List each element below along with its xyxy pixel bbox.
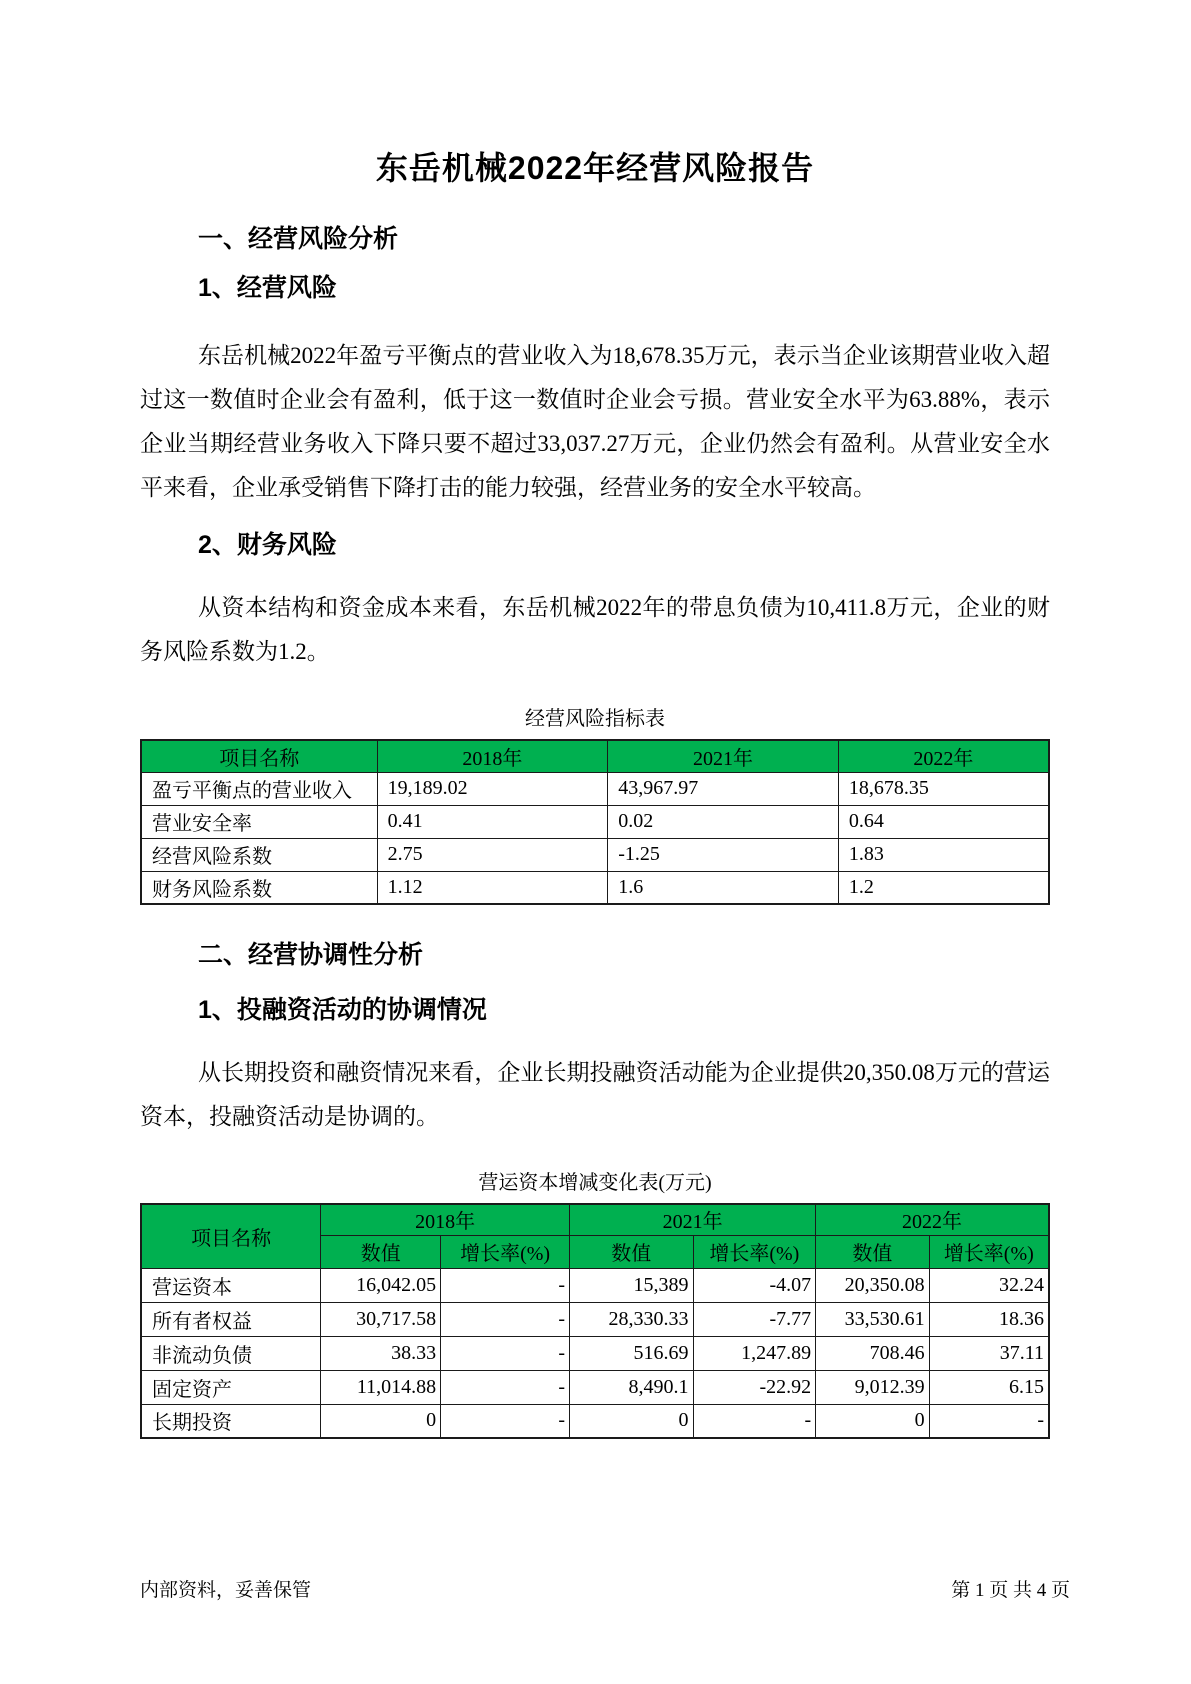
risk-indicator-table-caption: 经营风险指标表 — [525, 708, 665, 730]
t1-row-label: 营业安全率 — [141, 805, 377, 838]
t1-value: 0.64 — [838, 805, 1049, 838]
t1-value: -1.25 — [608, 838, 839, 871]
t2-value: 0 — [321, 1404, 441, 1438]
t2-value: 30,717.58 — [321, 1302, 441, 1336]
t1-value: 1.2 — [838, 871, 1049, 904]
t1-header-2021: 2021年 — [608, 740, 839, 772]
t2-value: 11,014.88 — [321, 1370, 441, 1404]
t1-header-2018: 2018年 — [377, 740, 608, 772]
t2-value: 708.46 — [816, 1336, 930, 1370]
t2-subheader-value: 数值 — [816, 1235, 930, 1268]
t2-row-fixed-assets — [141, 1370, 1049, 1404]
t2-header-2021: 2021年 — [570, 1204, 816, 1235]
t2-value: 6.15 — [929, 1370, 1049, 1404]
t1-value: 1.6 — [608, 871, 839, 904]
t2-row-label: 所有者权益 — [141, 1302, 321, 1336]
t2-value: -7.77 — [693, 1302, 816, 1336]
t2-value: 32.24 — [929, 1268, 1049, 1302]
t2-value: 1,247.89 — [693, 1336, 816, 1370]
t2-value: 37.11 — [929, 1336, 1049, 1370]
t2-value: - — [441, 1404, 570, 1438]
t1-header-row — [141, 740, 1049, 772]
t2-subheader-growth: 增长率(%) — [441, 1235, 570, 1268]
t2-value: -22.92 — [693, 1370, 816, 1404]
t1-value: 2.75 — [377, 838, 608, 871]
footer-confidential-note: 内部资料，妥善保管 — [140, 1580, 312, 1601]
t2-value: 0 — [816, 1404, 930, 1438]
t1-header-2022: 2022年 — [838, 740, 1049, 772]
t1-value: 0.02 — [608, 805, 839, 838]
t2-header-2018: 2018年 — [321, 1204, 570, 1235]
page-footer — [140, 1578, 1070, 1604]
section-1-2-heading: 2、财务风险 — [198, 531, 337, 559]
t2-row-label: 营运资本 — [141, 1268, 321, 1302]
t1-value: 19,189.02 — [377, 772, 608, 805]
t2-subheader-growth: 增长率(%) — [929, 1235, 1049, 1268]
t1-row-operating-risk-coef — [141, 838, 1049, 871]
section-2-1-heading: 1、投融资活动的协调情况 — [198, 996, 487, 1024]
t2-row-label: 长期投资 — [141, 1404, 321, 1438]
t2-subheader-value: 数值 — [321, 1235, 441, 1268]
t2-value: 9,012.39 — [816, 1370, 930, 1404]
t2-row-long-term-investment — [141, 1404, 1049, 1438]
operating-risk-paragraph: 东岳机械2022年盈亏平衡点的营业收入为18,678.35万元，表示当企业该期营业收入超过这一数值时企业会有盈利，低于这一数值时企业会亏损。营业安全水平为63.88%，表示企业当期经营业务收入下降只要不超过33,037.27万元，企业仍然会有盈利。从营业安全水平来看，企业承受销售下降打击的能力较强，经营业务的安全水平较高。 — [140, 343, 1050, 500]
t2-year-header-row — [141, 1204, 1049, 1235]
t2-value: - — [441, 1336, 570, 1370]
t2-value: -4.07 — [693, 1268, 816, 1302]
t1-row-breakeven — [141, 772, 1049, 805]
t1-value: 1.83 — [838, 838, 1049, 871]
financing-coordination-paragraph: 从长期投资和融资情况来看，企业长期投融资活动能为企业提供20,350.08万元的营运资本，投融资活动是协调的。 — [140, 1060, 1050, 1129]
section-1-1-heading: 1、经营风险 — [198, 274, 337, 302]
t2-value: - — [441, 1302, 570, 1336]
section-1-heading: 一、经营风险分析 — [198, 225, 399, 253]
t2-value: 33,530.61 — [816, 1302, 930, 1336]
t2-value: - — [441, 1268, 570, 1302]
t2-value: 8,490.1 — [570, 1370, 693, 1404]
t2-value: - — [929, 1404, 1049, 1438]
t1-row-label: 财务风险系数 — [141, 871, 377, 904]
t2-value: 18.36 — [929, 1302, 1049, 1336]
t1-row-safety-rate — [141, 805, 1049, 838]
t2-row-noncurrent-liabilities — [141, 1336, 1049, 1370]
t2-value: 28,330.33 — [570, 1302, 693, 1336]
t1-row-label: 经营风险系数 — [141, 838, 377, 871]
t2-value: - — [693, 1404, 816, 1438]
footer-page-number: 第 1 页 共 4 页 — [951, 1580, 1070, 1601]
t1-row-financial-risk-coef — [141, 871, 1049, 904]
working-capital-table-caption: 营运资本增减变化表(万元) — [478, 1172, 712, 1194]
financial-risk-paragraph: 从资本结构和资金成本来看，东岳机械2022年的带息负债为10,411.8万元，企业的财务风险系数为1.2。 — [140, 595, 1050, 664]
risk-indicator-table — [140, 739, 1050, 905]
t2-value: 15,389 — [570, 1268, 693, 1302]
t2-row-label: 固定资产 — [141, 1370, 321, 1404]
t2-row-working-capital — [141, 1268, 1049, 1302]
t1-value: 1.12 — [377, 871, 608, 904]
t2-subheader-growth: 增长率(%) — [693, 1235, 816, 1268]
t2-subheader-value: 数值 — [570, 1235, 693, 1268]
t2-row-label: 非流动负债 — [141, 1336, 321, 1370]
t2-value: 20,350.08 — [816, 1268, 930, 1302]
working-capital-table — [140, 1203, 1050, 1439]
t1-value: 43,967.97 — [608, 772, 839, 805]
t2-value: - — [441, 1370, 570, 1404]
t2-value: 0 — [570, 1404, 693, 1438]
t1-row-label: 盈亏平衡点的营业收入 — [141, 772, 377, 805]
t1-value: 18,678.35 — [838, 772, 1049, 805]
t2-header-item-name: 项目名称 — [141, 1204, 321, 1268]
t1-header-item-name: 项目名称 — [141, 740, 377, 772]
t2-header-2022: 2022年 — [816, 1204, 1049, 1235]
t2-value: 16,042.05 — [321, 1268, 441, 1302]
t2-value: 516.69 — [570, 1336, 693, 1370]
t1-value: 0.41 — [377, 805, 608, 838]
section-2-heading: 二、经营协调性分析 — [198, 941, 424, 969]
document-title: 东岳机械2022年经营风险报告 — [375, 150, 815, 186]
t2-row-owners-equity — [141, 1302, 1049, 1336]
t2-value: 38.33 — [321, 1336, 441, 1370]
